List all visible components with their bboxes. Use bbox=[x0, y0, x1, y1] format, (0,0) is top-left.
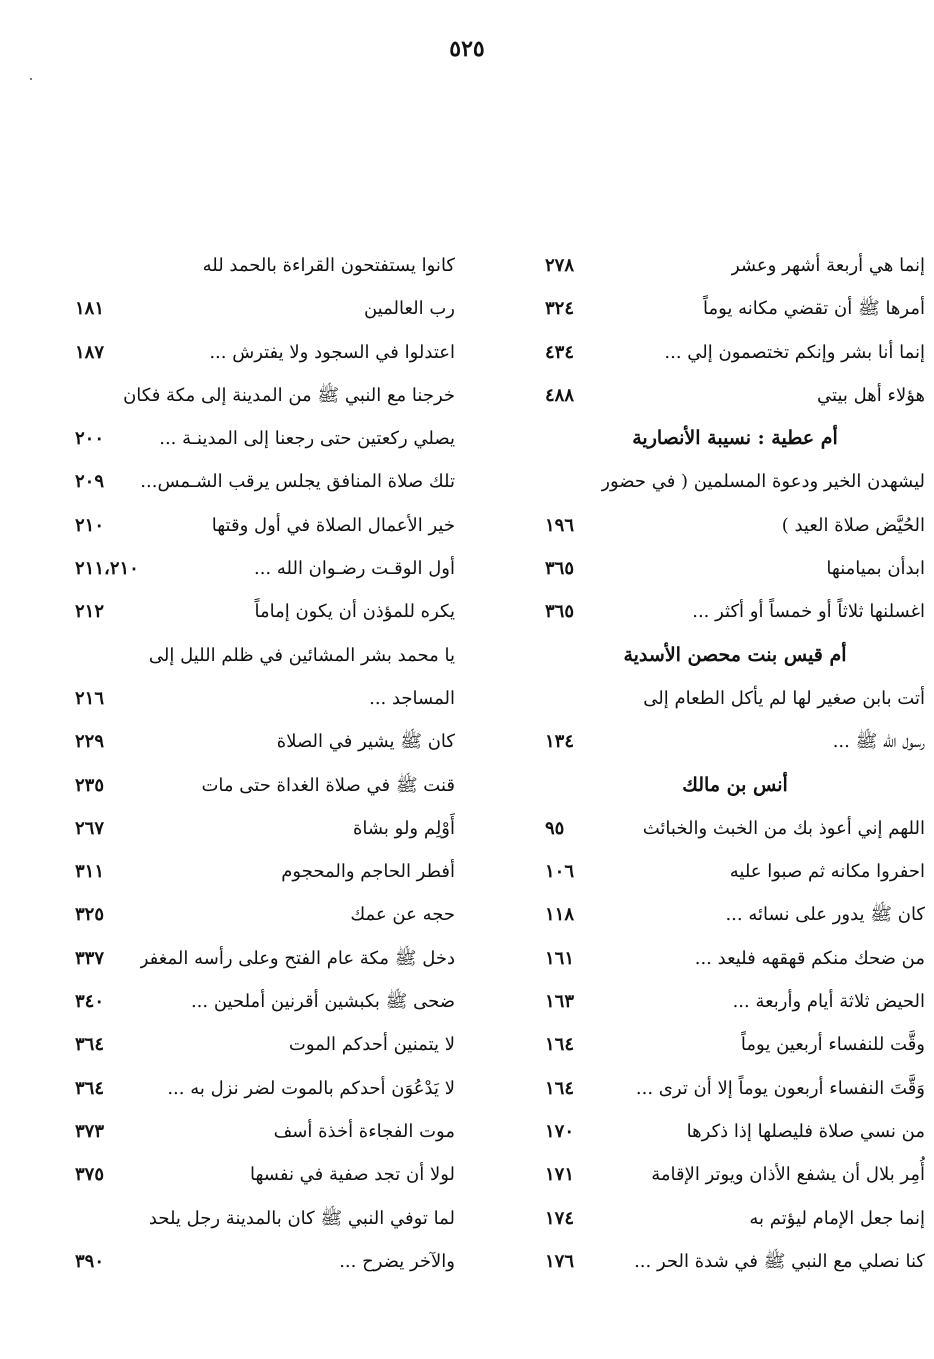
entry-page-number: ١٦١ bbox=[545, 947, 575, 969]
entry-text: ضحى ﷺ بكبشين أقرنين أملحين ... bbox=[190, 991, 455, 1013]
entry-text: وَقَّتَ النفساء أربعون يوماً إلا أن ترى ... bbox=[635, 1077, 925, 1099]
index-entry bbox=[545, 547, 925, 590]
index-entry bbox=[545, 980, 925, 1023]
entry-text: قنت ﷺ في صلاة الغداة حتى مات bbox=[201, 774, 455, 796]
entry-text: من ضحك منكم قهقهه فليعد ... bbox=[694, 947, 925, 969]
entry-page-number: ١٨١ bbox=[75, 298, 105, 320]
entry-text: إنما أنا بشر وإنكم تختصمون إلي ... bbox=[664, 341, 925, 363]
entry-page-number: ٢٧٨ bbox=[545, 255, 575, 276]
entry-text: رب العالمين bbox=[363, 298, 455, 320]
entry-text: لا يتمنين أحدكم الموت bbox=[288, 1034, 455, 1056]
entry-page-number: ٢٠٩ bbox=[75, 471, 105, 493]
entry-page-number: ٣٤٠ bbox=[75, 991, 105, 1013]
index-entry bbox=[545, 1197, 925, 1240]
entry-text: احفروا مكانه ثم صبوا عليه bbox=[729, 861, 925, 883]
index-entry bbox=[545, 1240, 925, 1283]
entry-page-number: ٣٩٠ bbox=[75, 1250, 105, 1272]
entry-page-number: ١٠٦ bbox=[545, 861, 575, 883]
entry-text: كانوا يستفتحون القراءة بالحمد لله bbox=[202, 255, 455, 276]
entry-text: تلك صلاة المنافق يجلس يرقب الشـمس... bbox=[140, 471, 455, 493]
entry-page-number: ١٦٤ bbox=[545, 1077, 575, 1099]
entry-text: اغسلنها ثلاثاً أو خمساً أو أكثر ... bbox=[692, 601, 925, 623]
entry-page-number: ٢١١،٢١٠ bbox=[75, 558, 139, 580]
entry-text: اعتدلوا في السجود ولا يفترش ... bbox=[209, 341, 455, 363]
entry-text: ليشهدن الخير ودعوة المسلمين ( في حضور bbox=[601, 471, 925, 493]
index-entry bbox=[545, 331, 925, 374]
entry-page-number: ١٧٠ bbox=[545, 1120, 575, 1142]
entry-text: يكره للمؤذن أن يكون إماماً bbox=[254, 601, 455, 623]
entry-text: أم عطية : نسيبة الأنصارية bbox=[632, 427, 838, 450]
entry-text: أم قيس بنت محصن الأسدية bbox=[623, 643, 847, 666]
index-entry bbox=[75, 677, 455, 720]
entry-page-number: ٣٢٥ bbox=[75, 904, 105, 926]
entry-text: موت الفجاءة أخذة أسف bbox=[273, 1120, 455, 1142]
entry-text: وقَّت للنفساء أربعين يوماً bbox=[740, 1034, 925, 1056]
entry-text: دخل ﷺ مكة عام الفتح وعلى رأسه المغفر bbox=[139, 947, 455, 969]
entry-text: أتت بابن صغير لها لم يأكل الطعام إلى bbox=[643, 687, 925, 709]
entry-text: ابدأن بميامنها bbox=[826, 558, 925, 580]
index-entry bbox=[75, 244, 455, 287]
entry-page-number: ٢١٦ bbox=[75, 687, 105, 709]
index-section-heading bbox=[545, 764, 925, 807]
index-entry bbox=[75, 287, 455, 330]
index-entry bbox=[75, 764, 455, 807]
index-column-left bbox=[75, 244, 455, 1283]
entry-page-number: ١٧٦ bbox=[545, 1250, 575, 1272]
entry-page-number: ٢٦٧ bbox=[75, 817, 105, 839]
index-entry bbox=[75, 417, 455, 460]
index-entry bbox=[545, 850, 925, 893]
entry-text: يا محمد بشر المشائين في ظلم الليل إلى bbox=[148, 644, 455, 666]
entry-page-number: ٣١١ bbox=[75, 861, 105, 883]
index-section-heading bbox=[545, 417, 925, 460]
entry-text: إنما جعل الإمام ليؤتم به bbox=[749, 1207, 925, 1229]
index-entry bbox=[545, 244, 925, 287]
entry-text: لا يَدْعُوَن أحدكم بالموت لضر نزل به ... bbox=[167, 1077, 455, 1099]
entry-page-number: ١١٨ bbox=[545, 904, 575, 926]
index-entry bbox=[75, 850, 455, 893]
entry-page-number: ٣٧٥ bbox=[75, 1164, 105, 1186]
entry-page-number: ٢١٢ bbox=[75, 601, 105, 623]
entry-text: كنا نصلي مع النبي ﷺ في شدة الحر ... bbox=[634, 1250, 925, 1272]
index-entry bbox=[75, 634, 455, 677]
index-column-right bbox=[545, 244, 925, 1283]
index-entry bbox=[545, 720, 925, 763]
entry-page-number: ٢٢٩ bbox=[75, 731, 105, 753]
index-entry bbox=[75, 937, 455, 980]
entry-page-number: ١٧١ bbox=[545, 1164, 575, 1186]
index-entry bbox=[545, 1153, 925, 1196]
entry-text: هؤلاء أهل بيتي bbox=[817, 384, 925, 406]
index-entry bbox=[545, 807, 925, 850]
entry-text: لما توفي النبي ﷺ كان بالمدينة رجل يلحد bbox=[148, 1207, 455, 1229]
entry-page-number: ٣٦٥ bbox=[545, 601, 575, 623]
index-entry bbox=[545, 677, 925, 720]
index-entry bbox=[75, 460, 455, 503]
index-entry bbox=[75, 1110, 455, 1153]
entry-text: اللهم إني أعوذ بك من الخبث والخبائث bbox=[642, 817, 925, 839]
entry-text: المساجد ... bbox=[369, 687, 455, 709]
entry-page-number: ١٧٤ bbox=[545, 1207, 575, 1229]
entry-text: من نسي صلاة فليصلها إذا ذكرها bbox=[686, 1120, 925, 1142]
index-entry bbox=[75, 807, 455, 850]
entry-text: الحُيَّض صلاة العيد ) bbox=[781, 514, 925, 536]
entry-text: أَوْلِم ولو بشاة bbox=[352, 817, 455, 839]
index-entry bbox=[545, 504, 925, 547]
entry-text: يصلي ركعتين حتى رجعنا إلى المدينـة ... bbox=[159, 428, 455, 450]
index-entry bbox=[545, 374, 925, 417]
entry-page-number: ٣٣٧ bbox=[75, 947, 105, 969]
index-entry bbox=[545, 1067, 925, 1110]
entry-page-number: ١٨٧ bbox=[75, 341, 105, 363]
entry-text: الحيض ثلاثة أيام وأربعة ... bbox=[732, 991, 925, 1013]
entry-page-number: ٣٦٥ bbox=[545, 558, 575, 580]
entry-page-number: ٣٦٤ bbox=[75, 1077, 105, 1099]
margin-mark bbox=[30, 78, 32, 80]
entry-text: إنما هي أربعة أشهر وعشر bbox=[730, 255, 925, 276]
entry-text: لولا أن تجد صفية في نفسها bbox=[250, 1164, 455, 1186]
entry-text: أنس بن مالك bbox=[682, 773, 788, 796]
index-section-heading bbox=[545, 634, 925, 677]
index-entry bbox=[75, 1197, 455, 1240]
entry-page-number: ٢١٠ bbox=[75, 514, 105, 536]
entry-text: خرجنا مع النبي ﷺ من المدينة إلى مكة فكان bbox=[123, 384, 455, 406]
index-entry bbox=[75, 374, 455, 417]
entry-page-number: ٣٧٣ bbox=[75, 1120, 105, 1142]
index-entry bbox=[545, 590, 925, 633]
index-entry bbox=[75, 980, 455, 1023]
entry-page-number: ٤٨٨ bbox=[545, 384, 575, 406]
entry-page-number: ٢٣٥ bbox=[75, 774, 105, 796]
entry-text: خير الأعمال الصلاة في أول وقتها bbox=[211, 514, 455, 536]
entry-text: أُمِر بلال أن يشفع الأذان ويوتر الإقامة bbox=[651, 1164, 925, 1186]
index-entry bbox=[75, 504, 455, 547]
index-entry bbox=[75, 547, 455, 590]
index-entry bbox=[545, 1023, 925, 1066]
index-entry bbox=[75, 893, 455, 936]
index-entry bbox=[75, 331, 455, 374]
index-entry bbox=[75, 720, 455, 763]
index-entry bbox=[75, 1067, 455, 1110]
entry-page-number: ١٩٦ bbox=[545, 514, 575, 536]
index-entry bbox=[545, 893, 925, 936]
index-entry bbox=[545, 287, 925, 330]
entry-page-number: ١٦٤ bbox=[545, 1034, 575, 1056]
index-entry bbox=[545, 460, 925, 503]
index-entry bbox=[75, 1153, 455, 1196]
index-entry bbox=[545, 1110, 925, 1153]
entry-text: رسول الله ﷺ ... bbox=[832, 731, 925, 753]
entry-text: حجه عن عمك bbox=[350, 904, 455, 926]
entry-text: والآخر يضرح ... bbox=[339, 1250, 455, 1272]
entry-text: أمرها ﷺ أن تقضي مكانه يوماً bbox=[702, 298, 925, 320]
entry-page-number: ١٦٣ bbox=[545, 991, 575, 1013]
index-entry bbox=[545, 937, 925, 980]
page-number: ٥٢٥ bbox=[449, 36, 485, 62]
entry-page-number: ٢٠٠ bbox=[75, 428, 105, 450]
index-entry bbox=[75, 1023, 455, 1066]
entry-text: كان ﷺ يدور على نسائه ... bbox=[725, 904, 925, 926]
entry-text: أول الوقـت رضـوان الله ... bbox=[253, 558, 455, 580]
entry-page-number: ٤٣٤ bbox=[545, 341, 575, 363]
index-entry bbox=[75, 590, 455, 633]
entry-text: كان ﷺ يشير في الصلاة bbox=[276, 731, 455, 753]
entry-page-number: ٣٦٤ bbox=[75, 1034, 105, 1056]
entry-page-number: ٣٢٤ bbox=[545, 298, 575, 320]
entry-text: أفطر الحاجم والمحجوم bbox=[281, 861, 455, 883]
entry-page-number: ٩٥ bbox=[545, 817, 565, 839]
entry-page-number: ١٣٤ bbox=[545, 731, 575, 753]
index-entry bbox=[75, 1240, 455, 1283]
